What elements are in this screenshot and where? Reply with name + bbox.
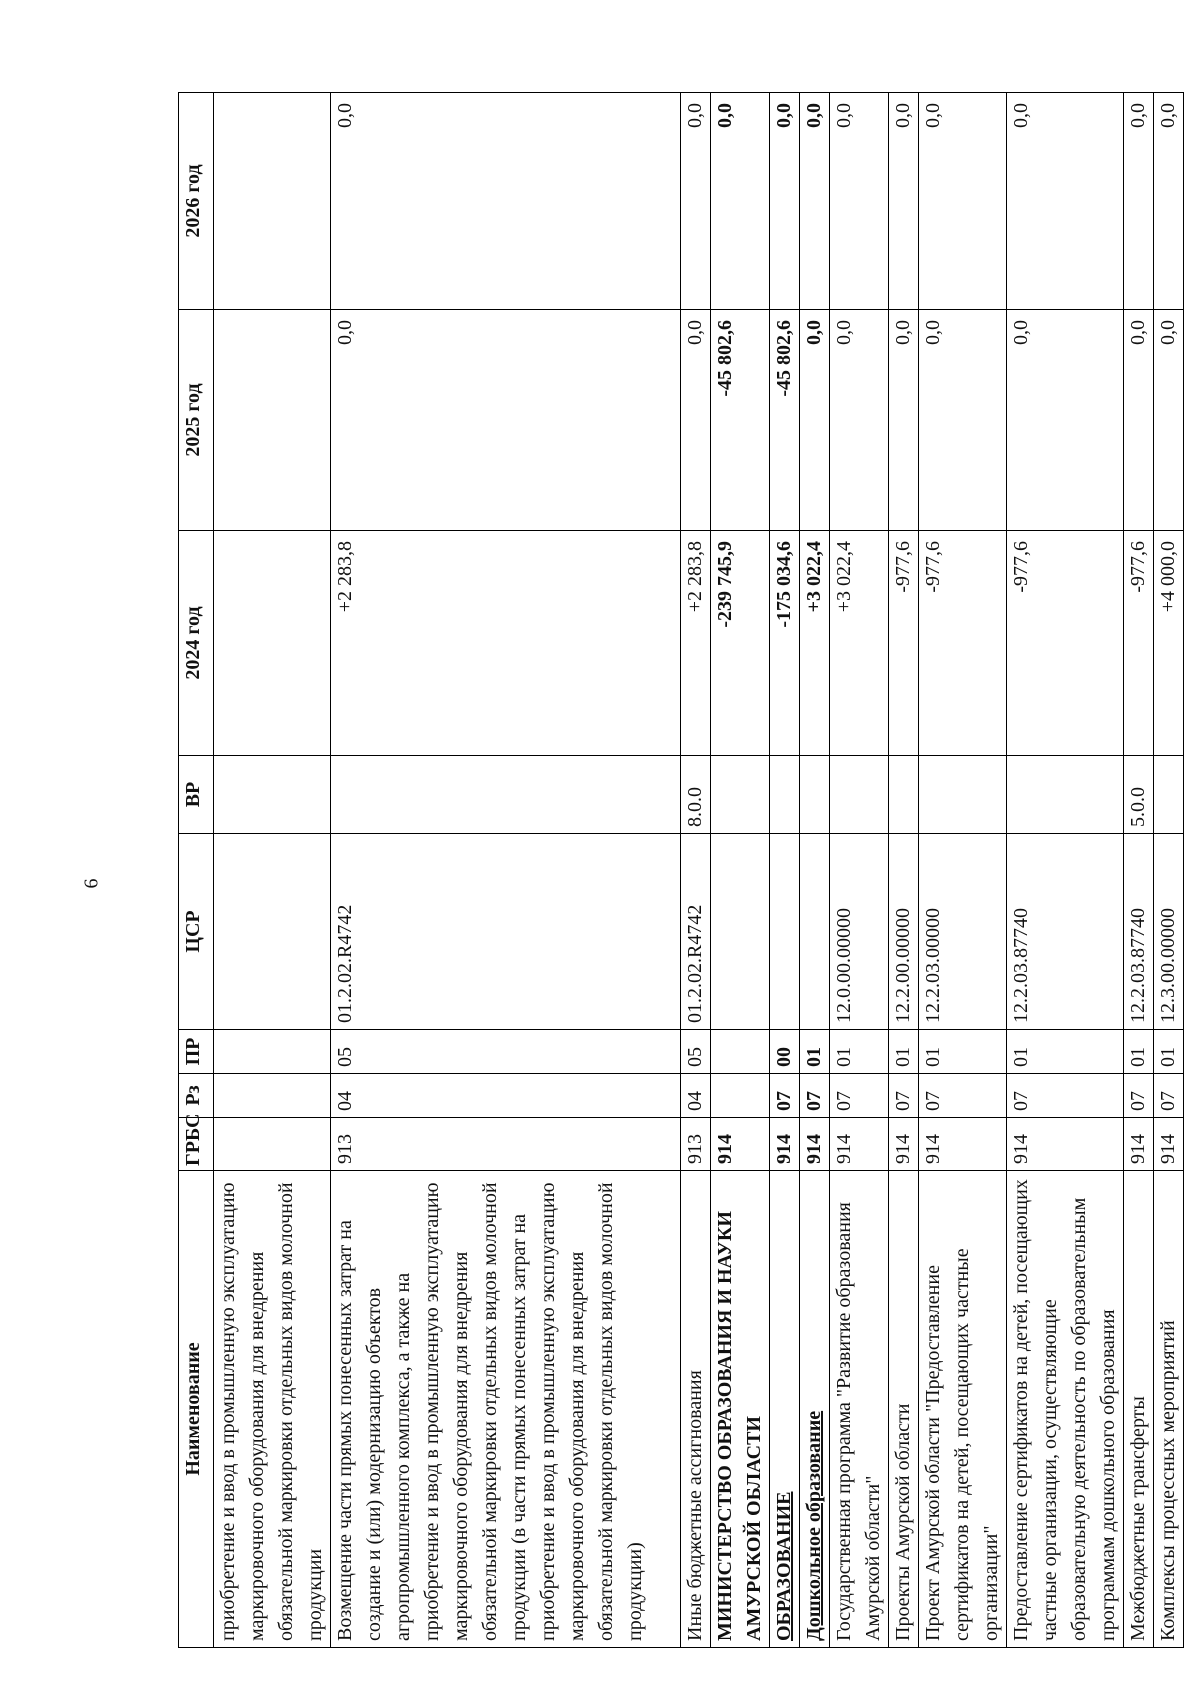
cell-name: Иные бюджетные ассигнования [681,1171,711,1648]
cell-csr: 12.0.00.00000 [830,834,889,1030]
cell-2024: +3 022,4 [800,531,830,756]
cell-2024: -977,6 [1007,531,1124,756]
cell-2025: 0,0 [830,310,889,531]
table-row [770,93,800,1648]
cell-vr [1007,756,1124,834]
cell-grbs: 914 [711,1118,770,1171]
cell-2026: 0,0 [919,93,1007,310]
cell-2024: +3 022,4 [830,531,889,756]
cell-vr [830,756,889,834]
cell-2024: +4 000,0 [1154,531,1184,756]
cell-pr: 01 [1124,1030,1154,1074]
cell-rz: 07 [770,1074,800,1118]
cell-name: ОБРАЗОВАНИЕ [770,1171,800,1648]
cell-vr [711,756,770,834]
cell-2025: -45 802,6 [711,310,770,531]
col-header-2024: 2024 год [179,531,214,756]
cell-2024: +2 283,8 [681,531,711,756]
cell-name: МИНИСТЕРСТВО ОБРАЗОВАНИЯ И НАУКИ АМУРСКОЙ ОБЛАСТИ [711,1171,770,1648]
cell-2025: 0,0 [681,310,711,531]
cell-2024: -977,6 [889,531,919,756]
cell-grbs [214,1118,331,1171]
cell-2024: -239 745,9 [711,531,770,756]
cell-grbs: 914 [830,1118,889,1171]
table-row [214,93,331,1648]
col-header-2026: 2026 год [179,93,214,310]
cell-name: приобретение и ввод в промышленную эксплуатацию маркировочного оборудования для внедрения обязательной маркировки отдельных видов молочной продукции [214,1171,331,1648]
cell-csr: 12.2.03.87740 [1007,834,1124,1030]
cell-name: Проект Амурской области "Предоставление сертификатов на детей, посещающих частные организации" [919,1171,1007,1648]
cell-2025: -45 802,6 [770,310,800,531]
cell-pr: 01 [830,1030,889,1074]
cell-name: Проекты Амурской области [889,1171,919,1648]
cell-csr [711,834,770,1030]
cell-rz [711,1074,770,1118]
cell-grbs: 913 [681,1118,711,1171]
cell-2026 [214,93,331,310]
cell-csr [800,834,830,1030]
cell-grbs: 914 [919,1118,1007,1171]
cell-2025 [214,310,331,531]
table-row [1007,93,1124,1648]
cell-grbs: 914 [1154,1118,1184,1171]
cell-2025: 0,0 [331,310,681,531]
cell-2026: 0,0 [711,93,770,310]
cell-2024: -977,6 [1124,531,1154,756]
header-row [179,93,214,1648]
cell-vr [889,756,919,834]
cell-csr: 01.2.02.R4742 [681,834,711,1030]
cell-csr [770,834,800,1030]
cell-2025: 0,0 [1154,310,1184,531]
cell-vr [800,756,830,834]
cell-pr: 05 [331,1030,681,1074]
cell-grbs: 914 [1007,1118,1124,1171]
cell-2026: 0,0 [830,93,889,310]
cell-rz: 07 [800,1074,830,1118]
col-header-rz: Рз [179,1074,214,1118]
col-header-name: Наименование [179,1171,214,1648]
cell-rz: 07 [830,1074,889,1118]
cell-vr [770,756,800,834]
cell-2025: 0,0 [1007,310,1124,531]
cell-pr [711,1030,770,1074]
cell-2026: 0,0 [1124,93,1154,310]
cell-grbs: 914 [800,1118,830,1171]
budget-table [178,92,1184,1648]
table-row [1124,93,1154,1648]
cell-2026: 0,0 [770,93,800,310]
col-header-vr: ВР [179,756,214,834]
col-header-grbs: ГРБС [179,1118,214,1171]
cell-pr: 01 [919,1030,1007,1074]
cell-grbs: 914 [770,1118,800,1171]
cell-name: Возмещение части прямых понесенных затрат на создание и (или) модернизацию объектов агропромышленного комплекса, а также на приобретение и ввод в промышленную эксплуатацию маркировочного оборудования для внедрения обязательной маркировки отдельных видов молочной продукции (в части прямых понесенных затрат на приобретение и ввод в промышленную эксплуатацию маркировочного оборудования для внедрения обязательной маркировки отдельных видов молочной продукции) [331,1171,681,1648]
cell-rz [214,1074,331,1118]
cell-rz: 04 [681,1074,711,1118]
cell-vr [214,756,331,834]
cell-csr: 12.2.00.00000 [889,834,919,1030]
cell-grbs: 914 [889,1118,919,1171]
cell-name: Межбюджетные трансферты [1124,1171,1154,1648]
cell-pr: 01 [1007,1030,1124,1074]
cell-vr [1154,756,1184,834]
cell-rz: 07 [889,1074,919,1118]
cell-2025: 0,0 [919,310,1007,531]
cell-name: Государственная программа "Развитие образования Амурской области" [830,1171,889,1648]
cell-2026: 0,0 [681,93,711,310]
cell-grbs: 913 [331,1118,681,1171]
col-header-2025: 2025 год [179,310,214,531]
cell-csr [214,834,331,1030]
cell-rz: 07 [919,1074,1007,1118]
cell-2024 [214,531,331,756]
page-number: 6 [80,878,103,889]
table-row [919,93,1007,1648]
cell-vr [331,756,681,834]
cell-vr [919,756,1007,834]
cell-2024: +2 283,8 [331,531,681,756]
cell-2026: 0,0 [1007,93,1124,310]
cell-2025: 0,0 [889,310,919,531]
cell-rz: 07 [1007,1074,1124,1118]
cell-2024: -175 034,6 [770,531,800,756]
cell-pr: 01 [1154,1030,1184,1074]
cell-pr [214,1030,331,1074]
cell-2026: 0,0 [889,93,919,310]
cell-vr: 5.0.0 [1124,756,1154,834]
cell-name: Комплексы процессных мероприятий [1154,1171,1184,1648]
table-row [800,93,830,1648]
cell-pr: 01 [800,1030,830,1074]
cell-rz: 04 [331,1074,681,1118]
cell-2024: -977,6 [919,531,1007,756]
cell-rz: 07 [1154,1074,1184,1118]
cell-name: Предоставление сертификатов на детей, посещающих частные организации, осуществляющие образовательную деятельность по образовательным программам дошкольного образования [1007,1171,1124,1648]
table-row [681,93,711,1648]
cell-2025: 0,0 [800,310,830,531]
table-row [331,93,681,1648]
rotated-table-container [178,93,1179,1648]
cell-2026: 0,0 [331,93,681,310]
cell-csr: 01.2.02.R4742 [331,834,681,1030]
table-row [889,93,919,1648]
table-body [214,93,1184,1648]
cell-pr: 05 [681,1030,711,1074]
cell-grbs: 914 [1124,1118,1154,1171]
cell-pr: 01 [889,1030,919,1074]
cell-csr: 12.2.03.87740 [1124,834,1154,1030]
table-row [711,93,770,1648]
cell-2025: 0,0 [1124,310,1154,531]
cell-vr: 8.0.0 [681,756,711,834]
table-row [1154,93,1184,1648]
cell-2026: 0,0 [1154,93,1184,310]
col-header-pr: ПР [179,1030,214,1074]
cell-name: Дошкольное образование [800,1171,830,1648]
col-header-csr: ЦСР [179,834,214,1030]
cell-2026: 0,0 [800,93,830,310]
cell-rz: 07 [1124,1074,1154,1118]
table-row [830,93,889,1648]
cell-csr: 12.3.00.00000 [1154,834,1184,1030]
cell-pr: 00 [770,1030,800,1074]
cell-csr: 12.2.03.00000 [919,834,1007,1030]
